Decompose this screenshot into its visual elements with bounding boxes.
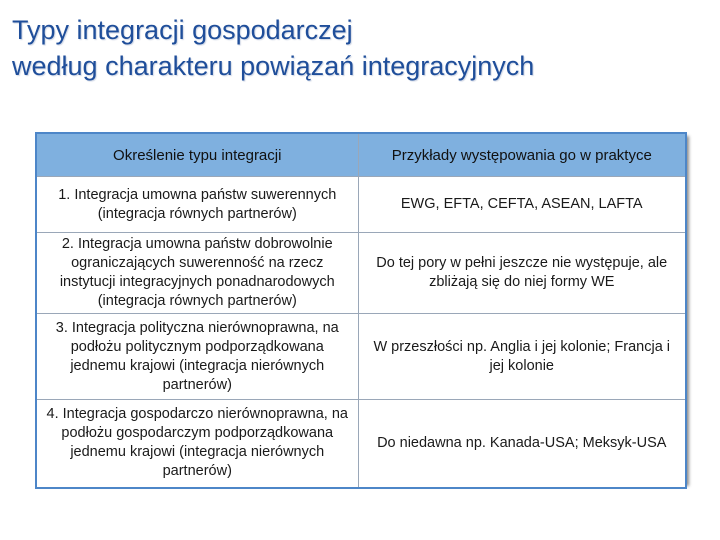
- table-row: [36, 233, 686, 314]
- table-row: [36, 314, 686, 400]
- cell-integration-type: 4. Integracja gospodarczo nierównoprawna, na podłożu gospodarczym podporządkowana jednemu krajowi (integracja nierównych partnerów): [36, 400, 358, 488]
- page-title-line-1: Typy integracji gospodarczej: [12, 15, 353, 45]
- header-practical-examples: Przykłady występowania go w praktyce: [358, 133, 686, 177]
- table-row: [36, 177, 686, 233]
- integration-types-table: [35, 132, 687, 489]
- integration-types-table-container: [35, 132, 685, 482]
- cell-integration-type: 3. Integracja polityczna nierównoprawna, na podłożu politycznym podporządkowana jednemu krajowi (integracja nierównych partnerów): [36, 314, 358, 400]
- table-row: [36, 400, 686, 488]
- cell-practical-example: Do tej pory w pełni jeszcze nie występuje, ale zbliżają się do niej formy WE: [358, 233, 686, 314]
- cell-integration-type: 1. Integracja umowna państw suwerennych (integracja równych partnerów): [36, 177, 358, 233]
- page-title-line-2: według charakteru powiązań integracyjnych: [12, 51, 535, 81]
- cell-practical-example: Do niedawna np. Kanada-USA; Meksyk-USA: [358, 400, 686, 488]
- cell-practical-example: W przeszłości np. Anglia i jej kolonie; Francja i jej kolonie: [358, 314, 686, 400]
- header-integration-type: Określenie typu integracji: [36, 133, 358, 177]
- page-title: [12, 12, 534, 84]
- cell-practical-example: EWG, EFTA, CEFTA, ASEAN, LAFTA: [358, 177, 686, 233]
- table-header-row: [36, 133, 686, 177]
- cell-integration-type: 2. Integracja umowna państw dobrowolnie ograniczających suwerenność na rzecz instytucji integracyjnych ponadnarodowych (integracja równych partnerów): [36, 233, 358, 314]
